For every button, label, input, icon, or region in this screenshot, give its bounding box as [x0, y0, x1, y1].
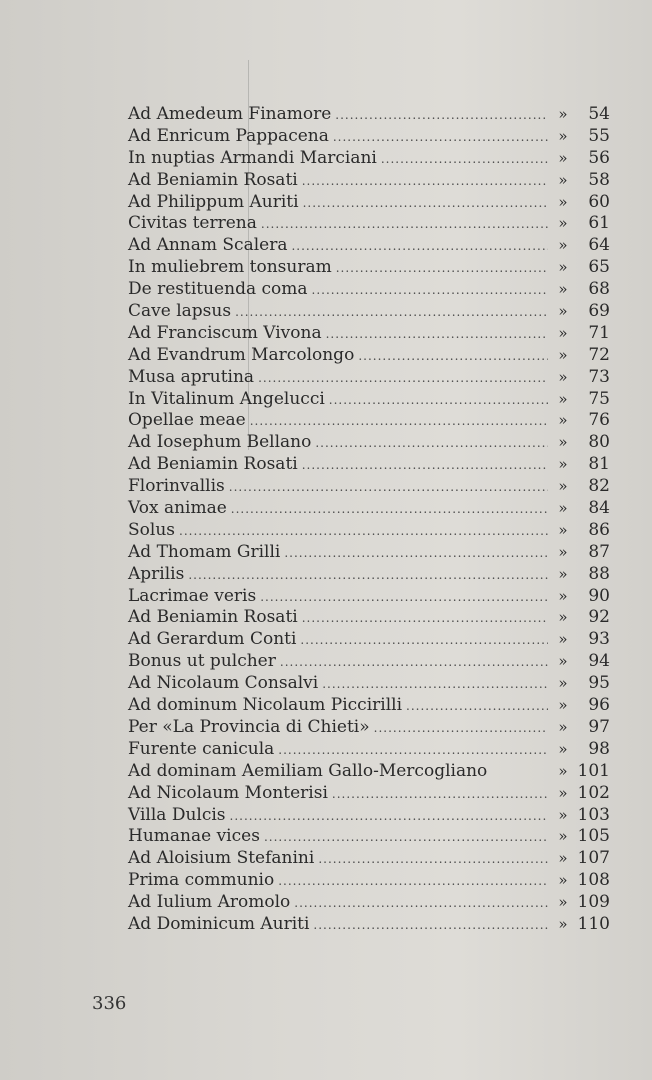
toc-entry-title: Solus: [128, 519, 175, 540]
toc-page-marker: »: [558, 455, 568, 474]
toc-entry-page: 76: [588, 410, 610, 431]
toc-page-marker: »: [558, 236, 568, 255]
toc-entry: [128, 761, 610, 783]
toc-dot-leader: [406, 696, 548, 718]
toc-entry-title: Ad Aloisium Stefanini: [128, 848, 315, 869]
toc-entry-title: Lacrimae veris: [128, 585, 257, 606]
toc-entry: [128, 257, 610, 279]
toc-dot-leader: [280, 652, 548, 674]
toc-entry: [128, 673, 610, 695]
toc-entry-title: In Vitalinum Angelucci: [128, 388, 325, 409]
toc-entry-title: Furente canicula: [128, 738, 275, 759]
toc-dot-leader: [291, 236, 548, 258]
toc-dot-leader: [312, 280, 549, 302]
toc-entry: [128, 367, 610, 389]
toc-entry-title: Florinvallis: [128, 476, 225, 497]
toc-entry-title: Ad Beniamin Rosati: [128, 169, 298, 190]
toc-entry-title: Opellae meae: [128, 410, 246, 431]
toc-entry-title: Ad Philippum Auriti: [128, 191, 299, 212]
toc-entry-page: 92: [588, 607, 610, 628]
toc-page-marker: »: [558, 258, 568, 277]
toc-entry-page: 55: [588, 125, 610, 146]
toc-dot-leader: [315, 433, 548, 455]
toc-entry-page: 65: [588, 257, 610, 278]
toc-dot-leader: [318, 849, 548, 871]
table-of-contents: [128, 104, 610, 936]
toc-entry-title: Humanae vices: [128, 826, 260, 847]
toc-dot-leader: [179, 521, 548, 543]
toc-entry-title: Ad Annam Scalera: [128, 235, 288, 256]
toc-page-marker: »: [558, 805, 568, 824]
toc-entry: [128, 454, 610, 476]
toc-entry-page: 102: [577, 782, 610, 803]
toc-page-marker: »: [558, 914, 568, 933]
toc-entry-page: 84: [588, 498, 610, 519]
toc-entry-title: Aprilis: [128, 563, 185, 584]
toc-entry-page: 71: [588, 322, 610, 343]
toc-entry: [128, 279, 610, 301]
toc-dot-leader: [313, 915, 548, 937]
toc-page-marker: »: [558, 302, 568, 321]
toc-dot-leader: [333, 127, 548, 149]
toc-dot-leader: [329, 390, 548, 412]
toc-entry-title: Ad Iulium Aromolo: [128, 892, 291, 913]
toc-page-marker: »: [558, 608, 568, 627]
toc-entry: [128, 717, 610, 739]
toc-entry-title: Villa Dulcis: [128, 804, 226, 825]
toc-page-marker: »: [558, 126, 568, 145]
toc-dot-leader: [303, 193, 548, 215]
toc-entry: [128, 564, 610, 586]
toc-entry-title: Vox animae: [128, 498, 227, 519]
toc-page-marker: »: [558, 696, 568, 715]
toc-dot-leader: [258, 368, 548, 390]
toc-entry: [128, 235, 610, 257]
toc-entry-title: Cave lapsus: [128, 301, 232, 322]
toc-dot-leader: [322, 674, 548, 696]
toc-dot-leader: [229, 477, 548, 499]
toc-page-marker: »: [558, 630, 568, 649]
toc-entry-page: 103: [577, 804, 610, 825]
toc-dot-leader: [260, 587, 548, 609]
toc-entry-title: Prima communio: [128, 870, 275, 891]
toc-page-marker: »: [558, 105, 568, 123]
toc-entry-title: Ad Amedeum Finamore: [128, 104, 332, 124]
toc-entry-title: Ad Evandrum Marcolongo: [128, 344, 355, 365]
toc-page-marker: »: [558, 520, 568, 539]
toc-entry: [128, 651, 610, 673]
toc-dot-leader: [336, 258, 548, 280]
toc-entry-title: Ad Nicolaum Monterisi: [128, 782, 328, 803]
toc-page-marker: »: [558, 170, 568, 189]
toc-page-marker: »: [558, 893, 568, 912]
toc-dot-leader: [326, 324, 548, 346]
toc-entry-title: Ad Franciscum Vivona: [128, 322, 322, 343]
toc-entry: [128, 432, 610, 454]
toc-dot-leader: [300, 630, 548, 652]
toc-page-marker: »: [558, 345, 568, 364]
toc-entry-page: 69: [588, 301, 610, 322]
toc-entry-page: 60: [588, 191, 610, 212]
toc-entry: [128, 739, 610, 761]
toc-entry: [128, 389, 610, 411]
toc-entry-title: In nuptias Armandi Marciani: [128, 147, 377, 168]
toc-page-marker: »: [558, 761, 568, 780]
toc-page-marker: »: [558, 871, 568, 890]
toc-page-marker: »: [558, 499, 568, 518]
toc-entry: [128, 695, 610, 717]
toc-entry-page: 94: [588, 651, 610, 672]
toc-entry-title: In muliebrem tonsuram: [128, 257, 332, 278]
toc-entry-page: 97: [588, 716, 610, 737]
toc-entry-title: Ad Thomam Grilli: [128, 541, 281, 562]
toc-entry: [128, 542, 610, 564]
toc-dot-leader: [302, 608, 548, 630]
toc-entry-page: 75: [588, 388, 610, 409]
toc-dot-leader: [358, 346, 548, 368]
toc-page-marker: »: [558, 717, 568, 736]
toc-entry-title: Ad dominum Nicolaum Piccirilli: [128, 695, 403, 716]
toc-entry-page: 101: [577, 760, 610, 781]
toc-dot-leader: [332, 784, 548, 806]
toc-entry-title: Ad Gerardum Conti: [128, 629, 297, 650]
toc-page-marker: »: [558, 827, 568, 846]
toc-entry-title: Ad dominam Aemiliam Gallo-Mercogliano: [128, 760, 488, 781]
toc-entry: [128, 892, 610, 914]
toc-entry-page: 95: [588, 673, 610, 694]
toc-entry-page: 87: [588, 541, 610, 562]
toc-page-marker: »: [558, 214, 568, 233]
toc-dot-leader: [374, 718, 548, 740]
toc-entry-page: 80: [588, 432, 610, 453]
toc-dot-leader: [294, 893, 548, 915]
toc-entry-title: Per «La Provincia di Chieti»: [128, 716, 370, 737]
toc-entry-page: 68: [588, 279, 610, 300]
page-number: 336: [92, 993, 127, 1014]
toc-entry: [128, 629, 610, 651]
toc-dot-leader: [261, 214, 548, 236]
toc-entry: [128, 213, 610, 235]
toc-entry-page: 61: [588, 213, 610, 234]
toc-dot-leader: [188, 565, 548, 587]
toc-entry-title: Ad Nicolaum Consalvi: [128, 673, 319, 694]
toc-page-marker: »: [558, 433, 568, 452]
toc-dot-leader: [335, 105, 548, 127]
toc-dot-leader: [302, 455, 548, 477]
toc-entry-title: De restituenda coma: [128, 279, 308, 300]
toc-entry: [128, 170, 610, 192]
toc-dot-leader: [235, 302, 548, 324]
toc-dot-leader: [278, 740, 548, 762]
toc-dot-leader: [302, 171, 548, 193]
toc-dot-leader: [381, 149, 548, 171]
toc-dot-leader: [230, 806, 548, 828]
toc-entry-page: 64: [588, 235, 610, 256]
toc-page-marker: »: [558, 389, 568, 408]
toc-entry-title: Ad Beniamin Rosati: [128, 454, 298, 475]
toc-entry-page: 110: [577, 913, 610, 934]
toc-entry: [128, 607, 610, 629]
toc-entry: [128, 148, 610, 170]
toc-page-marker: »: [558, 849, 568, 868]
toc-entry-page: 54: [588, 104, 610, 124]
toc-entry-page: 98: [588, 738, 610, 759]
toc-page-marker: »: [558, 586, 568, 605]
toc-dot-leader: [231, 499, 548, 521]
toc-page-marker: »: [558, 783, 568, 802]
toc-entry: [128, 848, 610, 870]
toc-entry-page: 105: [577, 826, 610, 847]
toc-entry-page: 73: [588, 366, 610, 387]
toc-entry: [128, 870, 610, 892]
toc-entry-title: Civitas terrena: [128, 213, 257, 234]
toc-page-marker: »: [558, 542, 568, 561]
toc-entry-title: Ad Enricum Pappacena: [128, 125, 329, 146]
toc-entry-title: Ad Dominicum Auriti: [128, 913, 310, 934]
toc-page-marker: »: [558, 323, 568, 342]
toc-entry-title: Ad Beniamin Rosati: [128, 607, 298, 628]
toc-entry-page: 96: [588, 695, 610, 716]
toc-page-marker: »: [558, 739, 568, 758]
toc-entry-page: 81: [588, 454, 610, 475]
toc-entry-page: 56: [588, 147, 610, 168]
toc-entry: [128, 783, 610, 805]
toc-page-marker: »: [558, 411, 568, 430]
toc-entry-page: 108: [577, 870, 610, 891]
toc-entry-title: Ad Iosephum Bellano: [128, 432, 312, 453]
toc-entry: [128, 586, 610, 608]
toc-page-marker: »: [558, 280, 568, 299]
toc-entry: [128, 498, 610, 520]
toc-entry: [128, 192, 610, 214]
toc-page-marker: »: [558, 367, 568, 386]
toc-entry-page: 90: [588, 585, 610, 606]
toc-entry-page: 82: [588, 476, 610, 497]
toc-entry-page: 109: [577, 892, 610, 913]
toc-page-marker: »: [558, 192, 568, 211]
toc-entry: [128, 914, 610, 936]
toc-entry: [128, 345, 610, 367]
toc-entry: [128, 323, 610, 345]
toc-page-marker: »: [558, 477, 568, 496]
toc-dot-leader: [264, 827, 548, 849]
toc-page-marker: »: [558, 674, 568, 693]
toc-page-marker: »: [558, 148, 568, 167]
toc-entry-page: 86: [588, 519, 610, 540]
toc-entry: [128, 301, 610, 323]
toc-dot-leader: [284, 543, 548, 565]
toc-entry-page: 72: [588, 344, 610, 365]
toc-entry-title: Bonus ut pulcher: [128, 651, 276, 672]
toc-entry: [128, 476, 610, 498]
toc-dot-leader: [250, 411, 548, 433]
toc-page-marker: »: [558, 564, 568, 583]
toc-page-marker: »: [558, 652, 568, 671]
toc-entry-page: 93: [588, 629, 610, 650]
toc-entry: [128, 520, 610, 542]
toc-entry-page: 88: [588, 563, 610, 584]
toc-entry-page: 58: [588, 169, 610, 190]
toc-dot-leader: [278, 871, 548, 893]
toc-entry-page: 107: [577, 848, 610, 869]
toc-entry: [128, 410, 610, 432]
toc-entry: [128, 104, 610, 126]
toc-entry-title: Musa aprutina: [128, 366, 255, 387]
toc-entry: [128, 826, 610, 848]
toc-entry: [128, 805, 610, 827]
toc-entry: [128, 126, 610, 148]
